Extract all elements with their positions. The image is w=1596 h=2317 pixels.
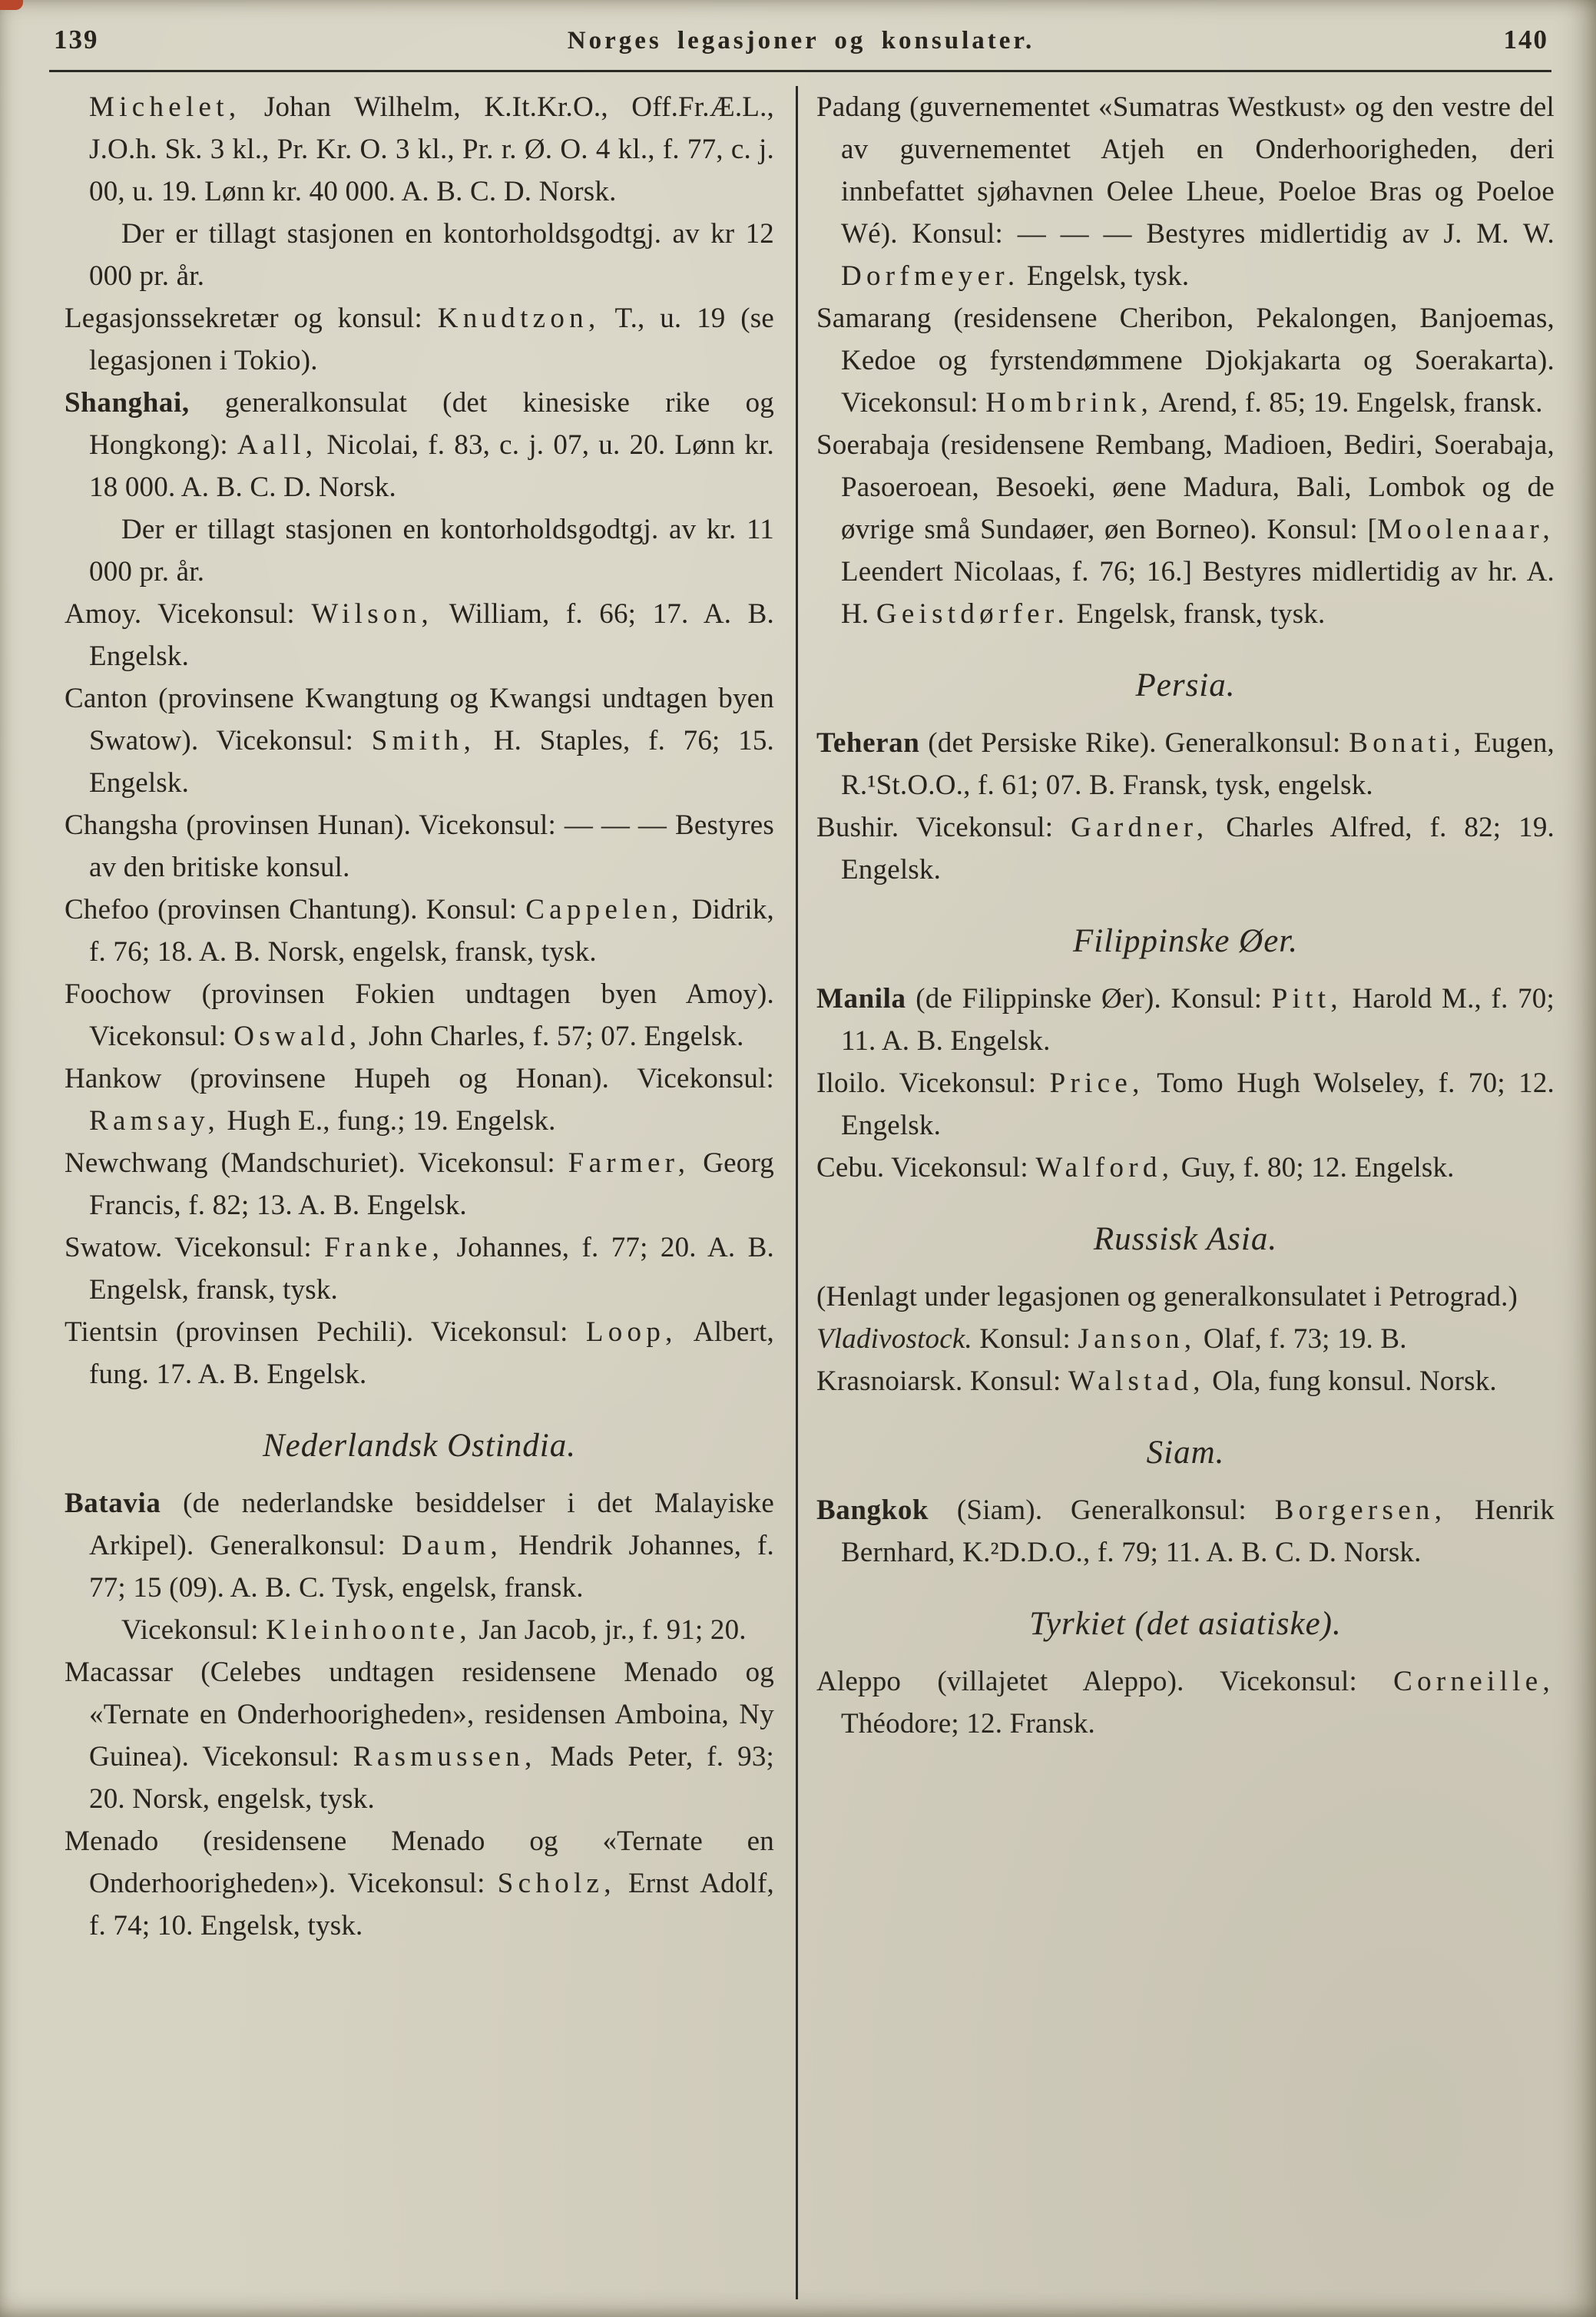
person-name: Wilson,	[311, 598, 434, 630]
right-column	[798, 86, 1555, 2299]
person-name: Bonati,	[1349, 727, 1466, 759]
person-name: Dorfmeyer.	[841, 260, 1020, 292]
scan-mark	[0, 0, 23, 10]
entry-paragraph	[816, 1660, 1555, 1745]
entry-text: Padang (guvernementet «Sumatras Westkust» og den vestre del av guvernementet Atjeh en Onderhoorigheden, deri innbefattet sjøhavnen Oelee Lheue, Poeloe Bras og Poeloe Wé). Konsul: — — — Bestyres midlertidig av J. M. W.	[816, 91, 1555, 250]
entry-text: Legasjonssekretær og konsul:	[65, 303, 438, 334]
page-number-left: 139	[54, 25, 99, 55]
entry-text: Chefoo (provinsen Chantung). Konsul:	[65, 894, 526, 925]
entry-paragraph	[65, 804, 774, 889]
entry-text: Canton (provinsene Kwangtung og Kwangsi undtagen byen Swatow). Vicekonsul:	[65, 683, 774, 756]
entry-paragraph	[65, 86, 774, 213]
entry-text: Foochow (provinsen Fokien undtagen byen Amoy). Vicekonsul:	[65, 978, 774, 1052]
section-heading	[816, 920, 1555, 962]
entry-text: Changsha (provinsen Hunan). Vicekonsul: — — — Bestyres av den britiske konsul.	[65, 809, 774, 883]
entry-text: Leendert Nicolaas, f. 76; 16.] Bestyres midlertidig av hr. A. H.	[841, 556, 1555, 630]
entry-paragraph	[65, 213, 774, 297]
person-name: Gardner,	[1071, 812, 1209, 843]
entry-paragraph	[65, 1058, 774, 1142]
person-name: Daum,	[401, 1530, 503, 1561]
entry-paragraph	[65, 889, 774, 973]
entry-text: (de Filippinske Øer). Konsul:	[906, 983, 1272, 1015]
entry-text: Jan Jacob, jr., f. 91; 20.	[471, 1614, 747, 1646]
section-heading	[816, 1218, 1555, 1260]
place-name: Vladivostock.	[816, 1323, 972, 1355]
entry-text: Georg Francis, f. 82; 13. A. B. Engelsk.	[89, 1147, 774, 1221]
running-title: Norges legasjoner og konsulater.	[567, 27, 1035, 55]
entry-text: Didrik, f. 76; 18. A. B. Norsk, engelsk, fransk, tysk.	[89, 894, 774, 968]
entry-text: Iloilo. Vicekonsul:	[816, 1067, 1050, 1099]
person-name: Price,	[1049, 1067, 1144, 1099]
entry-text: Amoy. Vicekonsul:	[65, 598, 312, 630]
entry-text: Henrik Bernhard, K.²D.D.O., f. 79; 11. A. B. C. D. Norsk.	[841, 1494, 1555, 1568]
person-name: Borgersen,	[1274, 1494, 1447, 1526]
person-name: Walstad,	[1068, 1365, 1205, 1397]
entry-text: Der er tillagt stasjonen en kontorholdsgodtgj. av kr. 11 000 pr. år.	[89, 514, 774, 588]
entry-paragraph	[65, 1142, 774, 1226]
entry-text: Filippinske Øer.	[1072, 923, 1299, 959]
entry-paragraph	[816, 86, 1555, 297]
entry-paragraph	[65, 593, 774, 677]
entry-text: Ernst Adolf, f. 74; 10. Engelsk, tysk.	[89, 1868, 775, 1941]
entry-text: John Charles, f. 57; 07. Engelsk.	[361, 1021, 744, 1052]
entry-text: Arend, f. 85; 19. Engelsk, fransk.	[1153, 387, 1543, 419]
person-name: Hombrink,	[985, 387, 1154, 419]
entry-text: Hendrik Johannes, f. 77; 15 (09). A. B. C. Tysk, engelsk, fransk.	[89, 1530, 774, 1604]
entry-text: (Siam). Generalkonsul:	[929, 1494, 1275, 1526]
entry-text: Macassar (Celebes undtagen residensene Menado og «Ternate en Onderhoorigheden», residensen Amboina, Ny Guinea). Vicekonsul:	[65, 1657, 774, 1773]
entry-text: Soerabaja (residensene Rembang, Madioen, Bediri, Soerabaja, Pasoeroean, Besoeki, øene Madura, Bali, Lombok og de øvrige små Sundaøer, øen Borneo). Konsul: [	[816, 429, 1555, 545]
section-heading	[816, 1603, 1555, 1645]
entry-paragraph	[816, 1318, 1555, 1360]
page-header	[0, 0, 1596, 67]
person-name: Oswald,	[233, 1021, 362, 1052]
entry-text: T., u. 19 (se legasjonen i Tokio).	[89, 303, 774, 376]
entry-paragraph	[816, 978, 1555, 1062]
person-name: Aall,	[237, 429, 318, 461]
section-heading	[816, 1432, 1555, 1474]
entry-paragraph	[65, 382, 774, 508]
entry-text: Swatow. Vicekonsul:	[65, 1232, 325, 1263]
person-name: Kleinhoonte,	[266, 1614, 472, 1646]
entry-text: (de nederlandske besiddelser i det Malayiske Arkipel). Generalkonsul:	[89, 1488, 774, 1561]
entry-text: Newchwang (Mandschuriet). Vicekonsul:	[65, 1147, 568, 1179]
entry-paragraph	[65, 973, 774, 1058]
person-name: Loop,	[585, 1316, 677, 1348]
person-name: Cappelen,	[525, 894, 684, 925]
person-name: Farmer,	[568, 1147, 690, 1179]
entry-text: Samarang (residensene Cheribon, Pekalongen, Banjoemas, Kedoe og fyrstendømmene Djokjakarta og Soerakarta). Vicekonsul:	[816, 303, 1555, 419]
entry-text: Bushir. Vicekonsul:	[816, 812, 1071, 843]
entry-text: Ola, fung konsul. Norsk.	[1204, 1365, 1497, 1397]
entry-paragraph	[65, 1609, 774, 1651]
entry-paragraph	[65, 1482, 774, 1609]
entry-headword: Batavia	[65, 1488, 161, 1519]
entry-text: generalkonsulat (det kinesiske rike og Hongkong):	[89, 387, 774, 461]
entry-text: Johannes, f. 77; 20. A. B. Engelsk, fransk, tysk.	[89, 1232, 774, 1306]
person-name: Knudtzon,	[437, 303, 601, 334]
entry-text: Krasnoiarsk. Konsul:	[816, 1365, 1068, 1397]
entry-paragraph	[816, 806, 1555, 891]
entry-paragraph	[65, 297, 774, 382]
entry-paragraph	[816, 424, 1555, 635]
person-name: Pitt,	[1271, 983, 1343, 1015]
entry-text: Albert, fung. 17. A. B. Engelsk.	[89, 1316, 774, 1390]
entry-paragraph	[816, 722, 1555, 806]
entry-text: Cebu. Vicekonsul:	[816, 1152, 1036, 1183]
entry-text: Aleppo (villajetet Aleppo). Vicekonsul:	[816, 1666, 1394, 1697]
entry-paragraph	[65, 1820, 774, 1947]
left-column	[65, 86, 782, 2299]
entry-text: H. Staples, f. 76; 15. Engelsk.	[89, 725, 775, 799]
entry-text: Nicolai, f. 83, c. j. 07, u. 20. Lønn kr. 18 000. A. B. C. D. Norsk.	[89, 429, 774, 503]
entry-paragraph	[65, 1651, 774, 1820]
entry-text: Nederlandsk Ostindia.	[263, 1428, 576, 1464]
person-name: Scholz,	[497, 1868, 616, 1899]
entry-paragraph	[816, 297, 1555, 424]
person-name: Ramsay,	[89, 1105, 220, 1137]
entry-text: Der er tillagt stasjonen en kontorholdsgodtgj. av kr 12 000 pr. år.	[89, 218, 774, 292]
entry-text: Persia.	[1135, 667, 1236, 703]
page-columns	[0, 72, 1596, 2299]
entry-text: Hankow (provinsene Hupeh og Honan). Vicekonsul:	[65, 1063, 774, 1094]
person-name: Geistdørfer.	[876, 598, 1070, 630]
entry-text: (Henlagt under legasjonen og generalkonsulatet i Petrograd.)	[816, 1281, 1518, 1312]
entry-text: Russisk Asia.	[1093, 1221, 1278, 1257]
section-heading	[816, 664, 1555, 707]
entry-text: Mads Peter, f. 93; 20. Norsk, engelsk, tysk.	[89, 1741, 775, 1815]
entry-text: Engelsk, fransk, tysk.	[1069, 598, 1326, 630]
entry-text: Menado (residensene Menado og «Ternate en Onderhoorigheden»). Vicekonsul:	[65, 1825, 774, 1899]
entry-text: (det Persiske Rike). Generalkonsul:	[919, 727, 1349, 759]
entry-paragraph	[816, 1360, 1555, 1402]
entry-text: William, f. 66; 17. A. B. Engelsk.	[89, 598, 774, 672]
person-name: Corneille,	[1393, 1666, 1555, 1697]
person-name: Janson,	[1078, 1323, 1197, 1355]
entry-text: Olaf, f. 73; 19. B.	[1196, 1323, 1407, 1355]
entry-text: Engelsk, tysk.	[1019, 260, 1190, 292]
entry-headword: Shanghai,	[65, 387, 190, 419]
entry-text: Eugen, R.¹St.O.O., f. 61; 07. B. Fransk, tysk, engelsk.	[841, 727, 1555, 801]
person-name: Michelet,	[89, 91, 241, 123]
person-name: Rasmussen,	[353, 1741, 537, 1773]
entry-text: Tientsin (provinsen Pechili). Vicekonsul:	[65, 1316, 586, 1348]
entry-headword: Teheran	[816, 727, 920, 759]
entry-paragraph	[816, 1276, 1555, 1318]
entry-text: Hugh E., fung.; 19. Engelsk.	[220, 1105, 556, 1137]
entry-text: Théodore; 12. Fransk.	[841, 1708, 1095, 1739]
entry-paragraph	[816, 1147, 1555, 1189]
section-heading	[65, 1425, 774, 1467]
entry-text: Tomo Hugh Wolseley, f. 70; 12. Engelsk.	[841, 1067, 1555, 1141]
entry-text: Siam.	[1146, 1435, 1225, 1471]
person-name: Franke,	[324, 1232, 445, 1263]
entry-text: Vicekonsul:	[121, 1614, 267, 1646]
entry-paragraph	[65, 1226, 774, 1311]
entry-text: Johan Wilhelm, K.It.Kr.O., Off.Fr.Æ.L., J.O.h. Sk. 3 kl., Pr. Kr. O. 3 kl., Pr. r. Ø. O. 4 kl., f. 77, c. j. 00, u. 19. Lønn kr. 40 000. A. B. C. D. Norsk.	[89, 91, 774, 207]
person-name: Walford,	[1035, 1152, 1174, 1183]
entry-headword: Manila	[816, 983, 906, 1015]
entry-paragraph	[65, 1311, 774, 1395]
entry-headword: Bangkok	[816, 1494, 929, 1526]
entry-paragraph	[65, 508, 774, 593]
entry-text: Guy, f. 80; 12. Engelsk.	[1174, 1152, 1455, 1183]
person-name: Smith,	[371, 725, 476, 756]
entry-paragraph	[816, 1489, 1555, 1574]
entry-text: Tyrkiet (det asiatiske).	[1029, 1606, 1342, 1642]
entry-paragraph	[816, 1062, 1555, 1147]
page-number-right: 140	[1503, 25, 1548, 55]
person-name: Moolenaar,	[1377, 514, 1555, 545]
entry-text: Harold M., f. 70; 11. A. B. Engelsk.	[841, 983, 1555, 1057]
entry-text: Charles Alfred, f. 82; 19. Engelsk.	[841, 812, 1555, 885]
entry-text: Konsul:	[972, 1323, 1078, 1355]
entry-paragraph	[65, 677, 774, 804]
